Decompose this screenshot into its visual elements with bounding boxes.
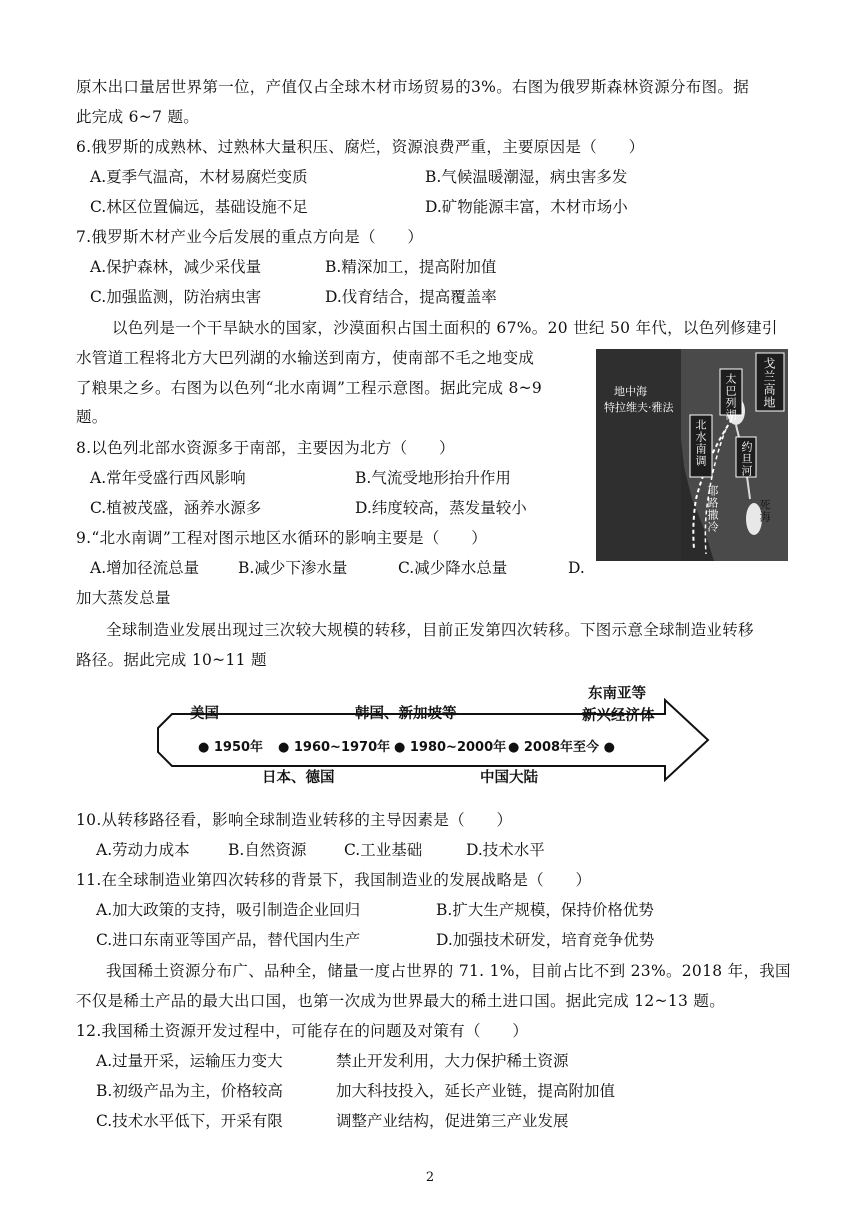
year-2008-now: ● 2008年至今 ●: [508, 740, 615, 755]
label-emerging-economies: 新兴经济体: [582, 708, 655, 724]
q9-stem: 9.“北水南调”工程对图示地区水循环的影响主要是（ ）: [76, 529, 488, 547]
manufacturing-intro-line-1: 全球制造业发展出现过三次较大规模的转移，目前正发第四次转移。下图示意全球制造业转移: [106, 621, 754, 639]
manufacturing-transfer-timeline: [150, 676, 730, 786]
dead-sea-label: 死海: [758, 499, 771, 523]
intro-line-2: 此完成 6~7 题。: [76, 108, 200, 126]
page-number: 2: [425, 1170, 435, 1185]
q11-option-d: D.加强技术研发，培育竞争优势: [436, 931, 655, 949]
rare-intro-line-1: 我国稀土资源分布广、品种全，储量一度占世界的 71. 1%，目前占比不到 23%。2018 年，我国: [106, 962, 791, 980]
q6-option-a: A.夏季气温高，木材易腐烂变质: [90, 168, 308, 186]
year-1950-text: 1950年: [213, 740, 264, 755]
q10-option-b: B.自然资源: [228, 841, 307, 859]
year-1980-2000: ● 1980~2000年: [394, 740, 507, 755]
golan-label: 戈兰高地: [762, 357, 776, 409]
q10-option-d: D.技术水平: [466, 841, 545, 859]
telaviv-label: 特拉维夫·雅法: [604, 401, 674, 414]
sea-area: [596, 349, 681, 561]
q8-option-b: B.气流受地形抬升作用: [355, 469, 511, 487]
q6-option-c: C.林区位置偏远，基础设施不足: [90, 198, 308, 216]
q11-stem: 11.在全球制造业第四次转移的背景下，我国制造业的发展战略是（ ）: [76, 871, 592, 889]
q7-stem: 7.俄罗斯木材产业今后发展的重点方向是（ ）: [76, 228, 424, 246]
q9-option-c: C.减少降水总量: [398, 559, 508, 577]
q11-option-c: C.进口东南亚等国产品，替代国内生产: [96, 931, 361, 949]
israel-intro-line-2: 水管道工程将北方大巴列湖的水输送到南方，使南部不毛之地变成: [76, 349, 535, 367]
manufacturing-intro-line-2: 路径。据此完成 10~11 题: [76, 651, 267, 669]
label-southeast-asia: 东南亚等: [588, 686, 646, 702]
intro-line-1: 原木出口量居世界第一位，产值仅占全球木材市场贸易的3%。右图为俄罗斯森林资源分布图。据: [76, 78, 749, 96]
rare-intro-line-2: 不仅是稀土产品的最大出口国，也第一次成为世界最大的稀土进口国。据此完成 12~13 题。: [76, 992, 725, 1010]
q12-option-c-fix: 调整产业结构，促进第三产业发展: [336, 1112, 569, 1130]
negev-label: 耶路撒冷: [706, 485, 719, 533]
q9-option-d-prefix: D.: [568, 559, 585, 577]
year-1960-1970: ● 1960~1970年: [278, 740, 391, 755]
jordan-label: 约旦河: [740, 441, 753, 477]
q9-option-b: B.减少下渗水量: [238, 559, 348, 577]
israel-water-map: [596, 349, 788, 561]
israel-intro-line-4: 题。: [76, 408, 108, 426]
q8-option-a: A.常年受盛行西风影响: [90, 469, 246, 487]
q7-option-b: B.精深加工，提高附加值: [325, 258, 497, 276]
q8-option-c: C.植被茂盛，涵养水源多: [90, 499, 262, 517]
q12-option-a-issue: A.过量开采，运输压力变大: [96, 1052, 283, 1070]
year-2008-now-text: 2008年至今: [523, 740, 600, 755]
q10-option-a: A.劳动力成本: [96, 841, 190, 859]
q10-stem: 10.从转移路径看，影响全球制造业转移的主导因素是（ ）: [76, 811, 513, 829]
q7-option-a: A.保护森林，减少采伐量: [90, 258, 262, 276]
q12-option-b-issue: B.初级产品为主，价格较高: [96, 1082, 283, 1100]
q6-option-d: D.矿物能源丰富，木材市场小: [425, 198, 628, 216]
q10-option-c: C.工业基础: [344, 841, 423, 859]
israel-map-graphic: [596, 349, 788, 561]
q7-option-c: C.加强监测，防治病虫害: [90, 288, 262, 306]
north-south-label: 北水南调: [694, 419, 707, 467]
q6-stem: 6.俄罗斯的成熟林、过熟林大量积压、腐烂，资源浪费严重，主要原因是（ ）: [76, 138, 645, 156]
israel-intro-line-3: 了粮果之乡。右图为以色列“北水南调”工程示意图。据此完成 8~9: [76, 379, 543, 397]
israel-intro-line-1: 以色列是一个干旱缺水的国家，沙漠面积占国土面积的 67%。20 世纪 50 年代，以色列修建引: [112, 319, 778, 337]
q9-option-a: A.增加径流总量: [90, 559, 200, 577]
q9-option-d-rest: 加大蒸发总量: [76, 589, 171, 607]
year-1980-2000-text: 1980~2000年: [409, 740, 507, 755]
label-usa: 美国: [190, 706, 219, 722]
q12-option-a-fix: 禁止开发利用，大力保护稀土资源: [336, 1052, 569, 1070]
q8-stem: 8.以色列北部水资源多于南部，主要因为北方（ ）: [76, 439, 455, 457]
label-japan-germany: 日本、德国: [262, 770, 335, 786]
label-korea-singapore: 韩国、新加坡等: [355, 706, 457, 722]
q12-option-b-fix: 加大科技投入，延长产业链，提高附加值: [336, 1082, 616, 1100]
q12-option-c-issue: C.技术水平低下，开采有限: [96, 1112, 283, 1130]
q12-stem: 12.我国稀土资源开发过程中，可能存在的问题及对策有（ ）: [76, 1022, 529, 1040]
q7-option-d: D.伐育结合，提高覆盖率: [325, 288, 497, 306]
galilee-label: 太巴列湖: [724, 373, 737, 421]
q6-option-b: B.气候温暖潮湿，病虫害多发: [425, 168, 628, 186]
label-china-mainland: 中国大陆: [480, 770, 538, 786]
q8-option-d: D.纬度较高，蒸发量较小: [355, 499, 527, 517]
year-1950: ● 1950年: [198, 740, 264, 755]
mediterranean-label: 地中海: [614, 385, 647, 398]
year-1960-1970-text: 1960~1970年: [293, 740, 391, 755]
q11-option-b: B.扩大生产规模，保持价格优势: [436, 901, 654, 919]
q11-option-a: A.加大政策的支持，吸引制造企业回归: [96, 901, 361, 919]
